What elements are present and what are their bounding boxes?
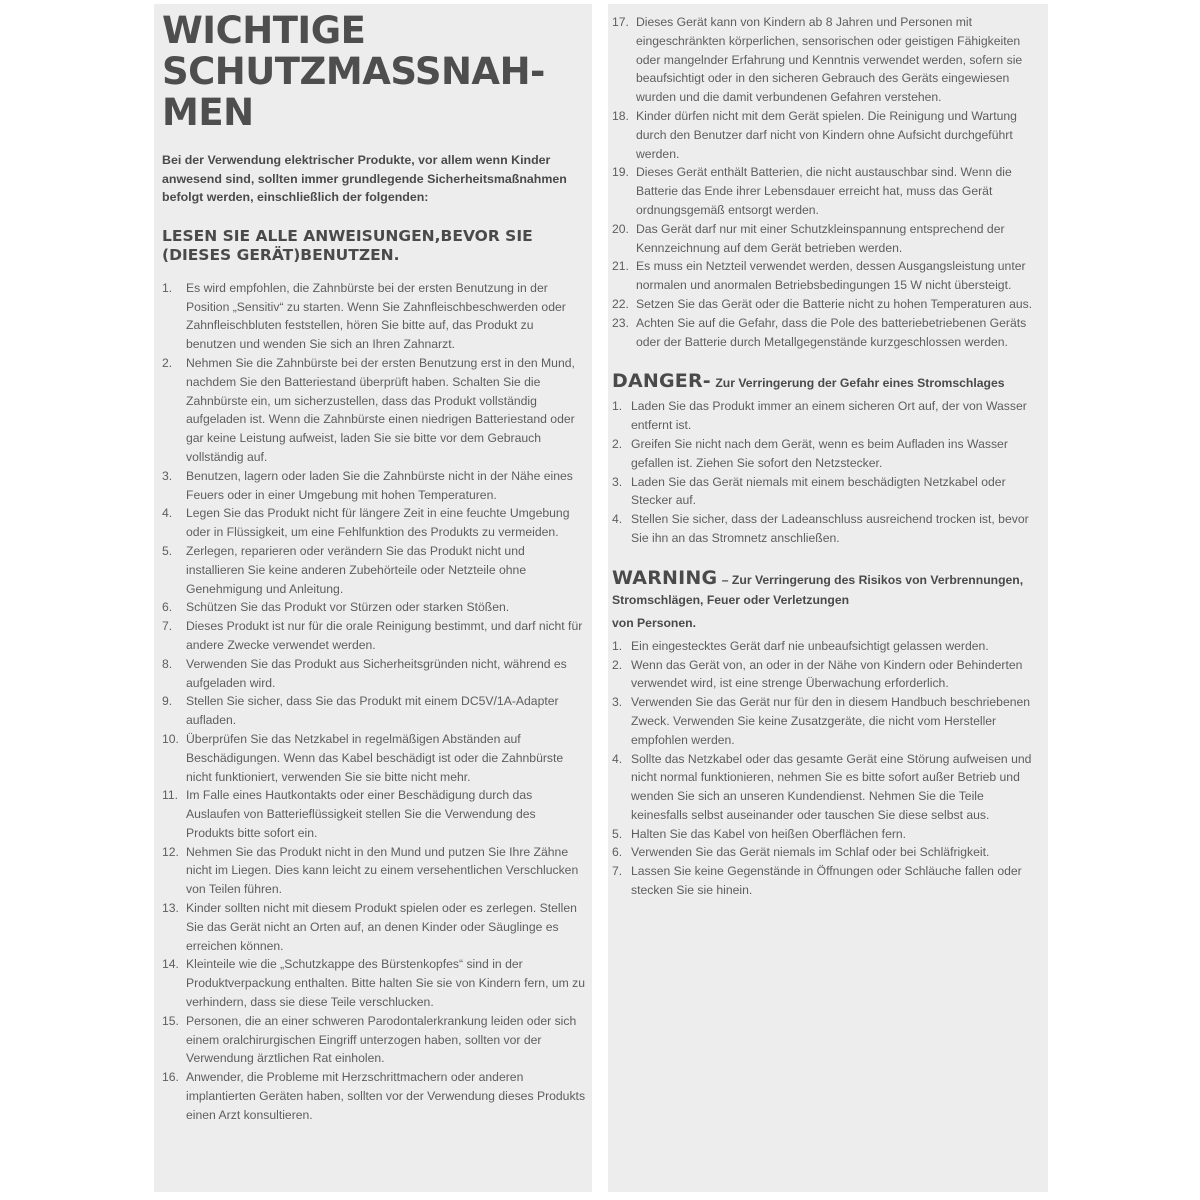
list-item <box>612 473 1042 511</box>
list-item <box>162 542 586 598</box>
page-title-text: WICHTIGE SCHUTZMASSNAH-MEN <box>162 9 545 134</box>
list-item <box>612 825 1042 844</box>
page-title <box>162 10 586 133</box>
list-item-number: 4. <box>612 751 623 766</box>
list-item-text: Personen, die an einer schweren Parodontalerkrankung leiden oder sich einem oralchirurgischen Eingriff unterzogen haben, sollten vor der Verwendung ärztlichen Rat einholen. <box>186 1013 577 1066</box>
list-item-text: Das Gerät darf nur mit einer Schutzkleinspannung entsprechend der Kennzeichnung auf dem Gerät betrieben werden. <box>636 221 1005 255</box>
list-item-text: Legen Sie das Produkt nicht für längere Zeit in eine feuchte Umgebung oder in Flüssigkeit, um eine Fehlfunktion des Produkts zu vermeiden. <box>186 506 570 540</box>
list-item-number: 2. <box>162 355 173 370</box>
list-item-number: 16. <box>162 1070 179 1085</box>
list-item-text: Lassen Sie keine Gegenstände in Öffnungen oder Schläuche fallen oder stecken Sie sie hinein. <box>631 864 1022 898</box>
list-item <box>612 637 1042 656</box>
list-item-number: 4. <box>612 512 623 527</box>
danger-label: DANGER- <box>612 370 711 393</box>
list-item-text: Ein eingestecktes Gerät darf nie unbeaufsichtigt gelassen werden. <box>631 638 989 653</box>
list-item-number: 18. <box>612 108 629 123</box>
list-item <box>162 467 586 505</box>
list-item <box>612 435 1042 473</box>
list-item-number: 17. <box>612 15 629 29</box>
list-item <box>612 397 1042 435</box>
list-item-number: 2. <box>612 657 623 672</box>
list-item <box>612 13 1042 107</box>
list-item-number: 5. <box>612 826 623 841</box>
warning-list <box>612 637 1042 900</box>
list-item-number: 6. <box>612 845 623 860</box>
list-item <box>162 504 586 542</box>
list-item-text: Kleinteile wie die „Schutzkappe des Bürstenkopfes“ sind in der Produktverpackung enthalten. Bitte halten Sie sie von Kindern fern, um zu verhindern, dass sie diese Teile verschlucken. <box>186 957 586 1010</box>
list-item-text: Dieses Gerät enthält Batterien, die nicht austauschbar sind. Wenn die Batterie das Ende ihrer Lebensdauer erreicht hat, muss das Gerät ordnungsgemäß entsorgt werden. <box>636 165 1012 217</box>
list-item-number: 1. <box>612 399 623 414</box>
list-item <box>612 220 1042 258</box>
list-item <box>612 843 1042 862</box>
list-item-text: Zerlegen, reparieren oder verändern Sie das Produkt nicht und installieren Sie keine anderen Zubehörteile oder Netzteile ohne Genehmigung und Anleitung. <box>186 543 527 596</box>
list-item-number: 7. <box>162 619 173 634</box>
list-item <box>612 107 1042 163</box>
list-item-number: 20. <box>612 221 629 236</box>
list-item <box>162 899 586 955</box>
list-item-number: 6. <box>162 600 173 615</box>
list-item-number: 15. <box>162 1013 179 1028</box>
list-item-text: Überprüfen Sie das Netzkabel in regelmäßigen Abständen auf Beschädigungen. Wenn das Kabel beschädigt ist oder die Zahnbürste nicht funktioniert, verwenden Sie sie bitte nicht mehr. <box>186 731 564 784</box>
list-item-number: 4. <box>162 506 173 521</box>
intro-paragraph: Bei der Verwendung elektrischer Produkte, vor allem wenn Kinder anwesend sind, sollten immer grundlegende Sicherheitsmaßnahmen befolgt werden, einschließlich der folgenden: <box>162 153 567 205</box>
list-item-text: Verwenden Sie das Gerät niemals im Schlaf oder bei Schläfrigkeit. <box>631 845 990 860</box>
list-item-number: 21. <box>612 259 629 274</box>
list-item-text: Schützen Sie das Produkt vor Stürzen oder starken Stößen. <box>186 600 510 615</box>
list-item-number: 19. <box>612 165 629 180</box>
list-item-number: 2. <box>612 436 623 451</box>
list-item-number: 5. <box>162 543 173 558</box>
list-item-text: Es wird empfohlen, die Zahnbürste bei der ersten Benutzung in der Position „Sensitiv“ zu starten. Wenn Sie Zahnfleischbeschwerden oder Zahnfleischbluten feststellen, hören Sie bitte auf, das Produkt zu benutzen und wenden Sie sich an Ihren Zahnarzt. <box>186 280 566 352</box>
list-item-text: Kinder dürfen nicht mit dem Gerät spielen. Die Reinigung und Wartung durch den Benutzer darf nicht von Kindern ohne Aufsicht durchgeführt werden. <box>636 108 1017 161</box>
list-item-text: Stellen Sie sicher, dass der Ladeanschluss ausreichend trocken ist, bevor Sie ihn an das Stromnetz anschließen. <box>631 512 1029 545</box>
warning-text: – Zur Verringerung des Risikos von Verbrennungen, Stromschlägen, Feuer oder Verletzungen <box>612 572 1024 607</box>
list-item-text: Dieses Gerät kann von Kindern ab 8 Jahren und Personen mit eingeschränkten körperlichen, sensorischen oder geistigen Fähigkeiten oder mangelnder Erfahrung und Kenntnis verwendet werden, sofern sie beaufsichtigt oder in den sicheren Gebrauch des Geräts eingewiesen wurden und die damit verbundenen Gefahren verstehen. <box>636 15 1023 105</box>
warning-heading <box>612 568 1042 633</box>
list-item-text: Nehmen Sie das Produkt nicht in den Mund und putzen Sie Ihre Zähne nicht im Liegen. Dies kann leicht zu einem versehentlichen Verschlucken von Teilen führen. <box>186 844 579 897</box>
list-item <box>162 955 586 1011</box>
list-item-number: 12. <box>162 844 179 859</box>
list-item-text: Es muss ein Netzteil verwendet werden, dessen Ausgangsleistung unter normalen und anormalen Betriebsbedingungen 15 W nicht übersteigt. <box>636 259 1026 293</box>
list-item <box>612 510 1042 548</box>
list-item-number: 1. <box>612 638 623 653</box>
list-item-number: 7. <box>612 864 623 879</box>
list-item <box>162 279 586 354</box>
list-item-number: 1. <box>162 280 173 295</box>
list-item-text: Achten Sie auf die Gefahr, dass die Pole des batteriebetriebenen Geräts oder der Batterie durch Metallgegenstände kurzgeschlossen werden. <box>636 315 1027 349</box>
list-item-text: Wenn das Gerät von, an oder in der Nähe von Kindern oder Behinderten verwendet wird, ist eine strenge Überwachung erforderlich. <box>631 657 1023 691</box>
warning-text-tail: von Personen. <box>612 615 696 630</box>
list-item-text: Dieses Produkt ist nur für die orale Reinigung bestimmt, und darf nicht für andere Zwecke verwendet werden. <box>186 619 583 652</box>
list-item <box>162 655 586 693</box>
list-item-number: 8. <box>162 656 173 671</box>
list-item <box>612 314 1042 352</box>
list-item <box>612 693 1042 749</box>
list-item-number: 23. <box>612 315 629 330</box>
list-item <box>162 843 586 899</box>
list-item-text: Laden Sie das Gerät niemals mit einem beschädigten Netzkabel oder Stecker auf. <box>631 474 1006 508</box>
list-item <box>162 1012 586 1068</box>
list-item-number: 10. <box>162 731 179 746</box>
list-item-number: 22. <box>612 296 629 311</box>
list-item <box>612 656 1042 694</box>
danger-list <box>612 397 1042 547</box>
list-item-number: 3. <box>612 695 623 710</box>
list-item-text: Greifen Sie nicht nach dem Gerät, wenn es beim Aufladen ins Wasser gefallen ist. Ziehen Sie sofort den Netzstecker. <box>631 436 1008 470</box>
list-item-text: Verwenden Sie das Produkt aus Sicherheitsgründen nicht, während es aufgeladen wird. <box>186 656 567 690</box>
instructions-list-part-2 <box>612 13 1042 351</box>
list-item-number: 9. <box>162 694 173 709</box>
list-item <box>162 1068 586 1124</box>
warning-label: WARNING <box>612 566 718 589</box>
danger-text: Zur Verringerung der Gefahr eines Stromschlages <box>715 376 1005 391</box>
list-item-text: Sollte das Netzkabel oder das gesamte Gerät eine Störung aufweisen und nicht normal funktionieren, nehmen Sie es bitte sofort außer Betrieb und wenden Sie sich an unseren Kundendienst. Nehmen Sie die Teile keinesfalls selbst auseinander oder tauschen Sie diese selbst aus. <box>631 751 1032 822</box>
list-item <box>162 730 586 786</box>
list-item <box>162 354 586 467</box>
list-item <box>162 692 586 730</box>
list-item-text: Anwender, die Probleme mit Herzschrittmachern oder anderen implantierten Geräten haben, sollten vor der Verwendung dieses Produkts einen Arzt konsultieren. <box>186 1070 586 1122</box>
list-item-text: Kinder sollten nicht mit diesem Produkt spielen oder es zerlegen. Stellen Sie das Gerät nicht an Orten auf, an denen Kinder oder Säuglinge es erreichen können. <box>186 901 577 953</box>
list-item-text: Stellen Sie sicher, dass Sie das Produkt mit einem DC5V/1A-Adapter aufladen. <box>186 694 559 728</box>
list-item <box>162 598 586 617</box>
list-item <box>612 862 1042 900</box>
list-item-number: 13. <box>162 901 179 916</box>
list-item <box>612 295 1042 314</box>
list-item-number: 3. <box>612 474 623 489</box>
list-item <box>612 750 1042 825</box>
list-item-text: Nehmen Sie die Zahnbürste bei der ersten Benutzung erst in den Mund, nachdem Sie den Batteriestand überprüft haben. Schalten Sie die Zahnbürste ein, um sicherzustellen, dass das Produkt vollständig aufgeladen ist. Wenn die Zahnbürste einen niedrigen Batteriestand oder gar keine Leistung aufweist, laden Sie sie bitte vor dem Gebrauch vollständig auf. <box>186 355 575 464</box>
danger-heading <box>612 371 1042 393</box>
list-item-number: 14. <box>162 957 179 972</box>
list-item-number: 3. <box>162 468 173 483</box>
list-item-text: Benutzen, lagern oder laden Sie die Zahnbürste nicht in der Nähe eines Feuers oder in einer Umgebung mit hohen Temperaturen. <box>186 468 573 502</box>
list-item-text: Im Falle eines Hautkontakts oder einer Beschädigung durch das Auslaufen von Batterieflüssigkeit stellen Sie die Verwendung des Produkts bitte sofort ein. <box>186 788 536 840</box>
right-column <box>608 4 1048 1192</box>
list-item-text: Verwenden Sie das Gerät nur für den in diesem Handbuch beschriebenen Zweck. Verwenden Sie keine Zusatzgeräte, die nicht vom Hersteller empfohlen werden. <box>631 695 1031 747</box>
list-item <box>162 617 586 655</box>
list-item-text: Halten Sie das Kabel von heißen Oberflächen fern. <box>631 826 907 841</box>
list-item-text: Setzen Sie das Gerät oder die Batterie nicht zu hohen Temperaturen aus. <box>636 296 1033 311</box>
list-item <box>162 786 586 842</box>
list-item-number: 11. <box>162 788 179 803</box>
read-instructions-heading: LESEN SIE ALLE ANWEISUNGEN,BEVOR SIE (DIESES GERÄT)BENUTZEN. <box>162 226 533 264</box>
list-item-text: Laden Sie das Produkt immer an einem sicheren Ort auf, der von Wasser entfernt ist. <box>631 399 1027 433</box>
instructions-list-part-1 <box>162 279 586 1125</box>
list-item <box>612 257 1042 295</box>
left-column <box>154 4 592 1192</box>
list-item <box>612 163 1042 219</box>
